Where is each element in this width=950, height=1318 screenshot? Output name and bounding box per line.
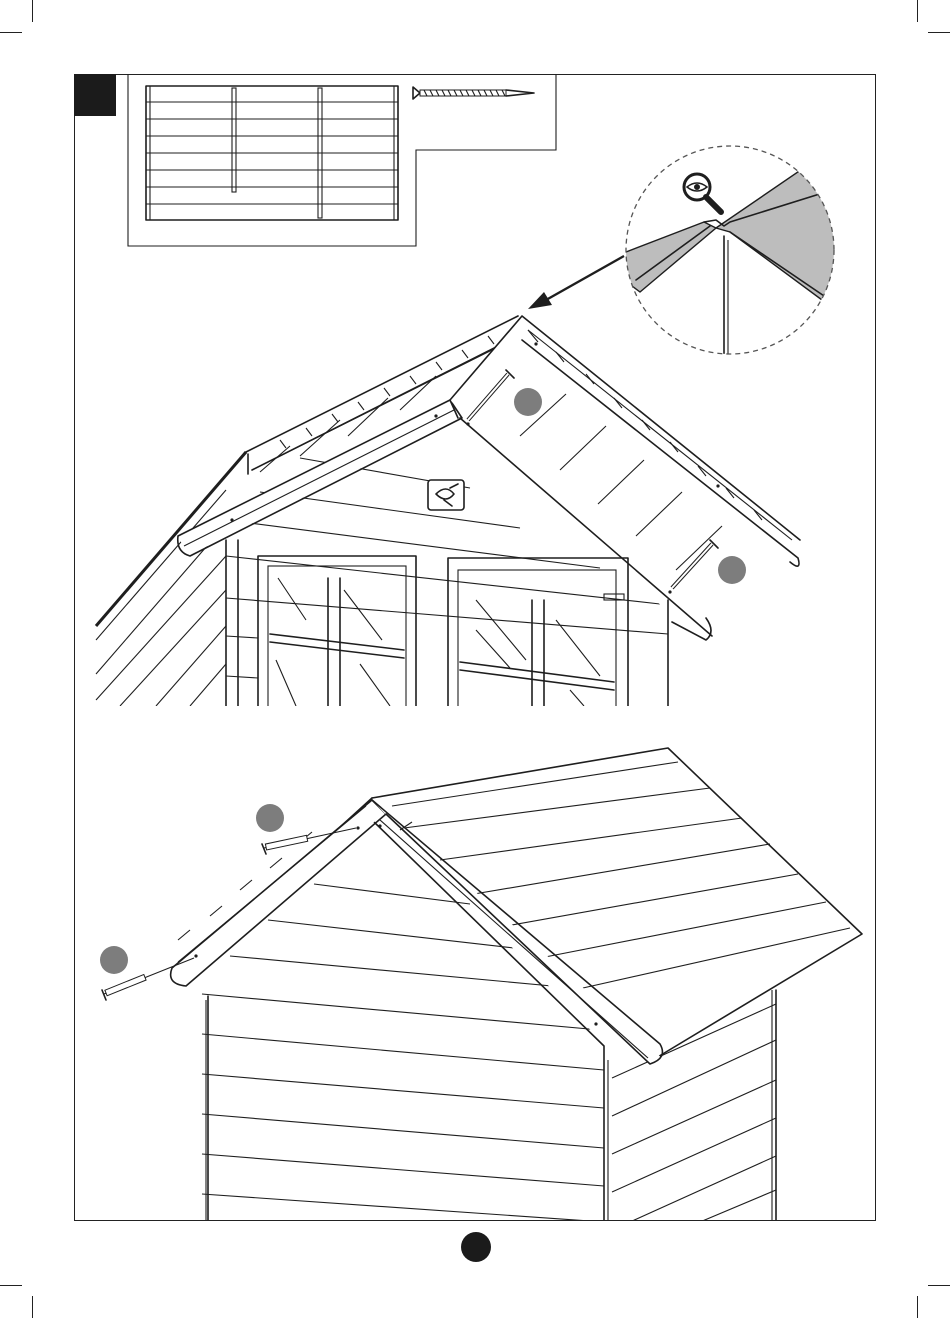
roof-panel-part (146, 86, 398, 220)
callout-marker (256, 804, 284, 832)
callout-marker (100, 946, 128, 974)
top-gable-illustration (96, 316, 802, 718)
window-left (258, 556, 416, 716)
hook-icon (428, 480, 464, 510)
window-right (448, 558, 628, 718)
callout-marker (514, 388, 542, 416)
callout-marker (718, 556, 746, 584)
wood-screw-icon (413, 87, 534, 99)
direction-arrow-icon (528, 256, 624, 309)
parts-inset (128, 74, 556, 246)
bottom-roof-illustration (100, 748, 862, 1222)
detail-zoom-view (600, 146, 860, 360)
page-number-badge (461, 1232, 491, 1262)
magnifier-eye-icon (684, 174, 721, 212)
